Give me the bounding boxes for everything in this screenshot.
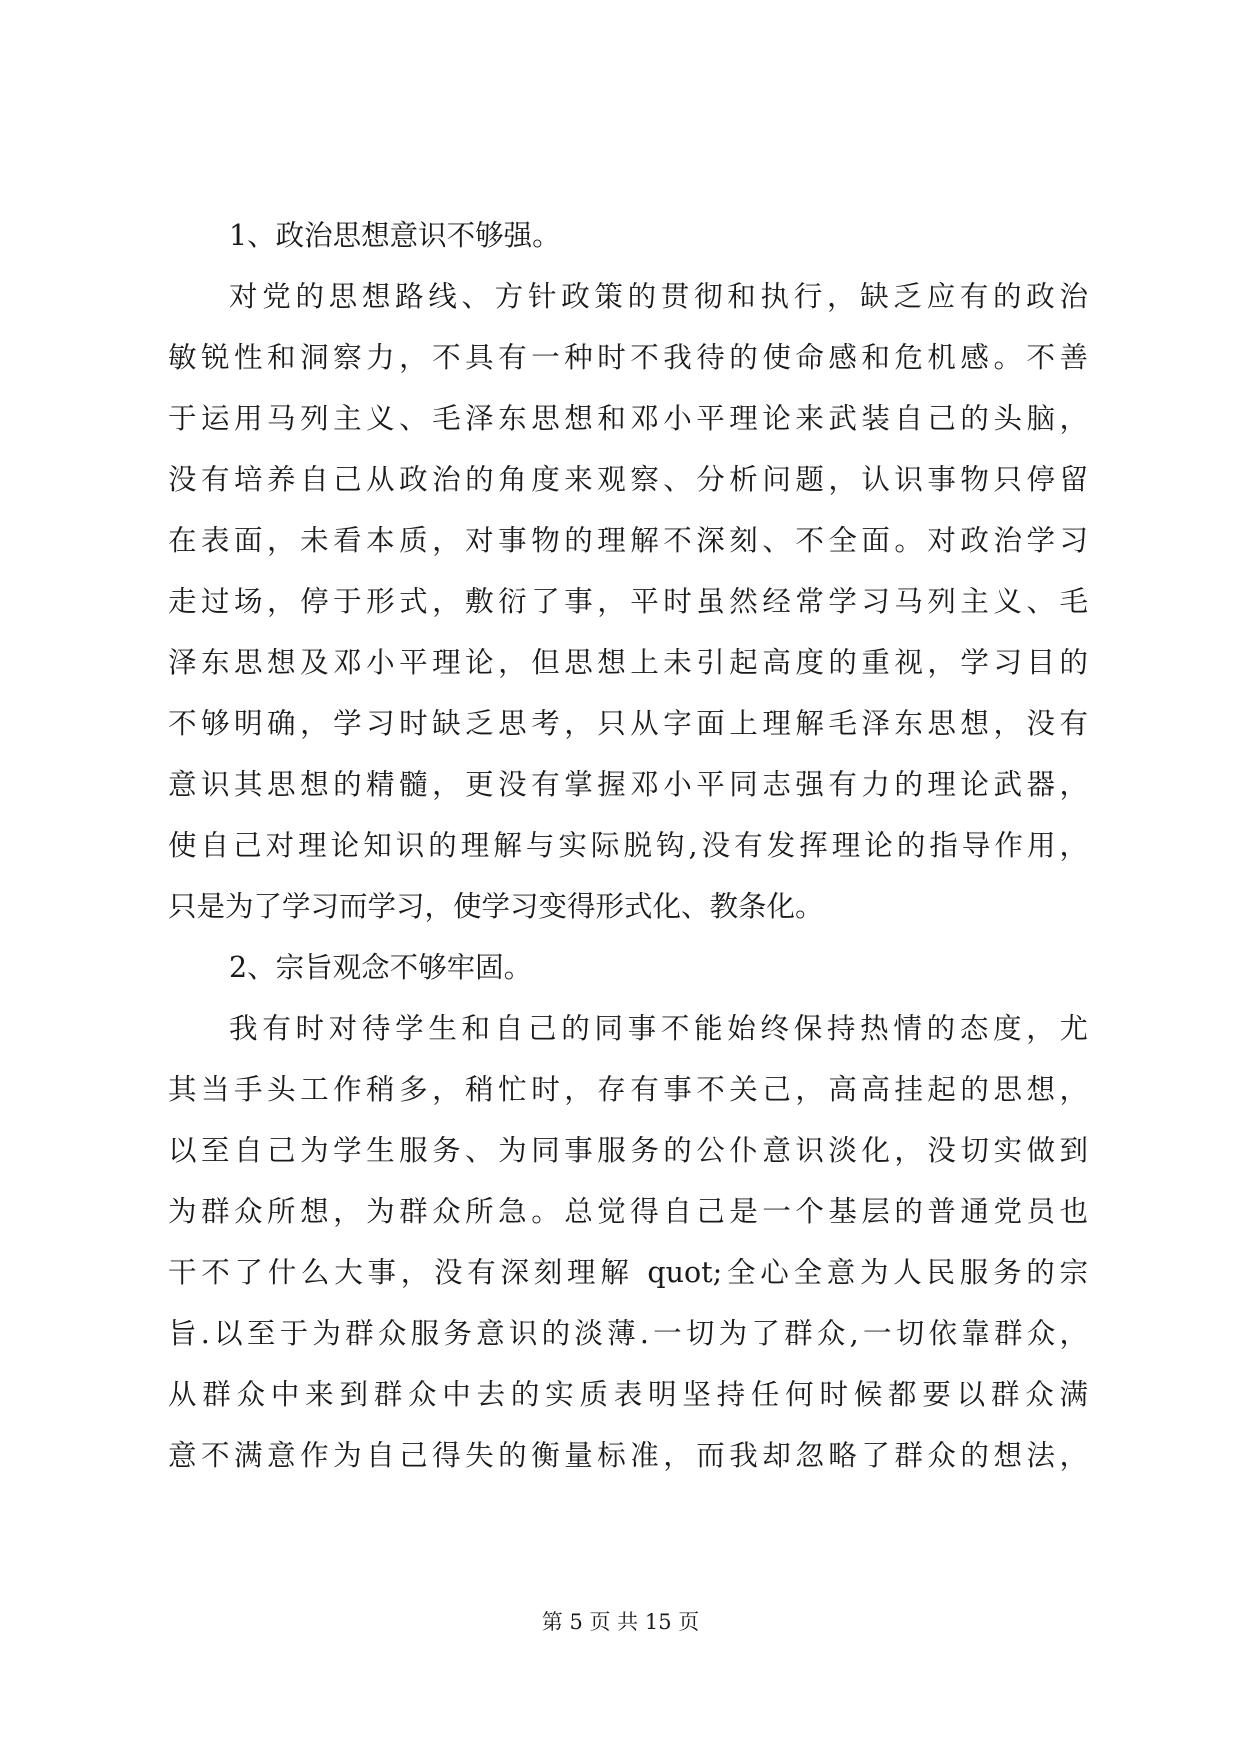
paragraph-line: 意不满意作为自己得失的衡量标准，而我却忽略了群众的想法，: [168, 1439, 1088, 1472]
heading-political-awareness: 1、政治思想意识不够强。: [229, 219, 561, 252]
heading-purpose-concept: 2、宗旨观念不够牢固。: [229, 951, 533, 984]
page-number-footer: 第 5 页 共 15 页: [541, 1610, 700, 1634]
paragraph-line: 不够明确，学习时缺乏思考，只从字面上理解毛泽东思想，没有: [168, 707, 1088, 740]
paragraph-line: 我有时对待学生和自己的同事不能始终保持热情的态度，尤: [229, 1012, 1088, 1045]
paragraph-line: 泽东思想及邓小平理论，但思想上未引起高度的重视，学习目的: [168, 646, 1088, 679]
paragraph-line: 只是为了学习而学习，使学习变得形式化、教条化。: [168, 890, 824, 923]
paragraph-line: 其当手头工作稍多，稍忙时，存有事不关己，高高挂起的思想，: [168, 1073, 1088, 1106]
paragraph-line: 干不了什么大事，没有深刻理解 quot;全心全意为人民服务的宗: [168, 1256, 1088, 1289]
body-text: [168, 205, 1088, 1486]
paragraph-line: 走过场，停于形式，敷衍了事，平时虽然经常学习马列主义、毛: [168, 585, 1088, 618]
paragraph-line: 没有培养自己从政治的角度来观察、分析问题，认识事物只停留: [168, 463, 1088, 496]
paragraph-line: 为群众所想，为群众所急。总觉得自己是一个基层的普通党员也: [168, 1195, 1088, 1228]
paragraph-line: 意识其思想的精髓，更没有掌握邓小平同志强有力的理论武器，: [168, 768, 1088, 801]
paragraph-line: 敏锐性和洞察力，不具有一种时不我待的使命感和危机感。不善: [168, 341, 1088, 374]
paragraph-line: 旨.以至于为群众服务意识的淡薄.一切为了群众,一切依靠群众，: [168, 1317, 1088, 1350]
paragraph-line: 使自己对理论知识的理解与实际脱钩,没有发挥理论的指导作用，: [168, 829, 1088, 862]
paragraph-line: 于运用马列主义、毛泽东思想和邓小平理论来武装自己的头脑，: [168, 402, 1088, 435]
paragraph-line: 对党的思想路线、方针政策的贯彻和执行，缺乏应有的政治: [229, 280, 1088, 313]
paragraph-line: 从群众中来到群众中去的实质表明坚持任何时候都要以群众满: [168, 1378, 1088, 1411]
paragraph-line: 以至自己为学生服务、为同事服务的公仆意识淡化，没切实做到: [168, 1134, 1088, 1167]
paragraph-line: 在表面，未看本质，对事物的理解不深刻、不全面。对政治学习: [168, 524, 1088, 557]
